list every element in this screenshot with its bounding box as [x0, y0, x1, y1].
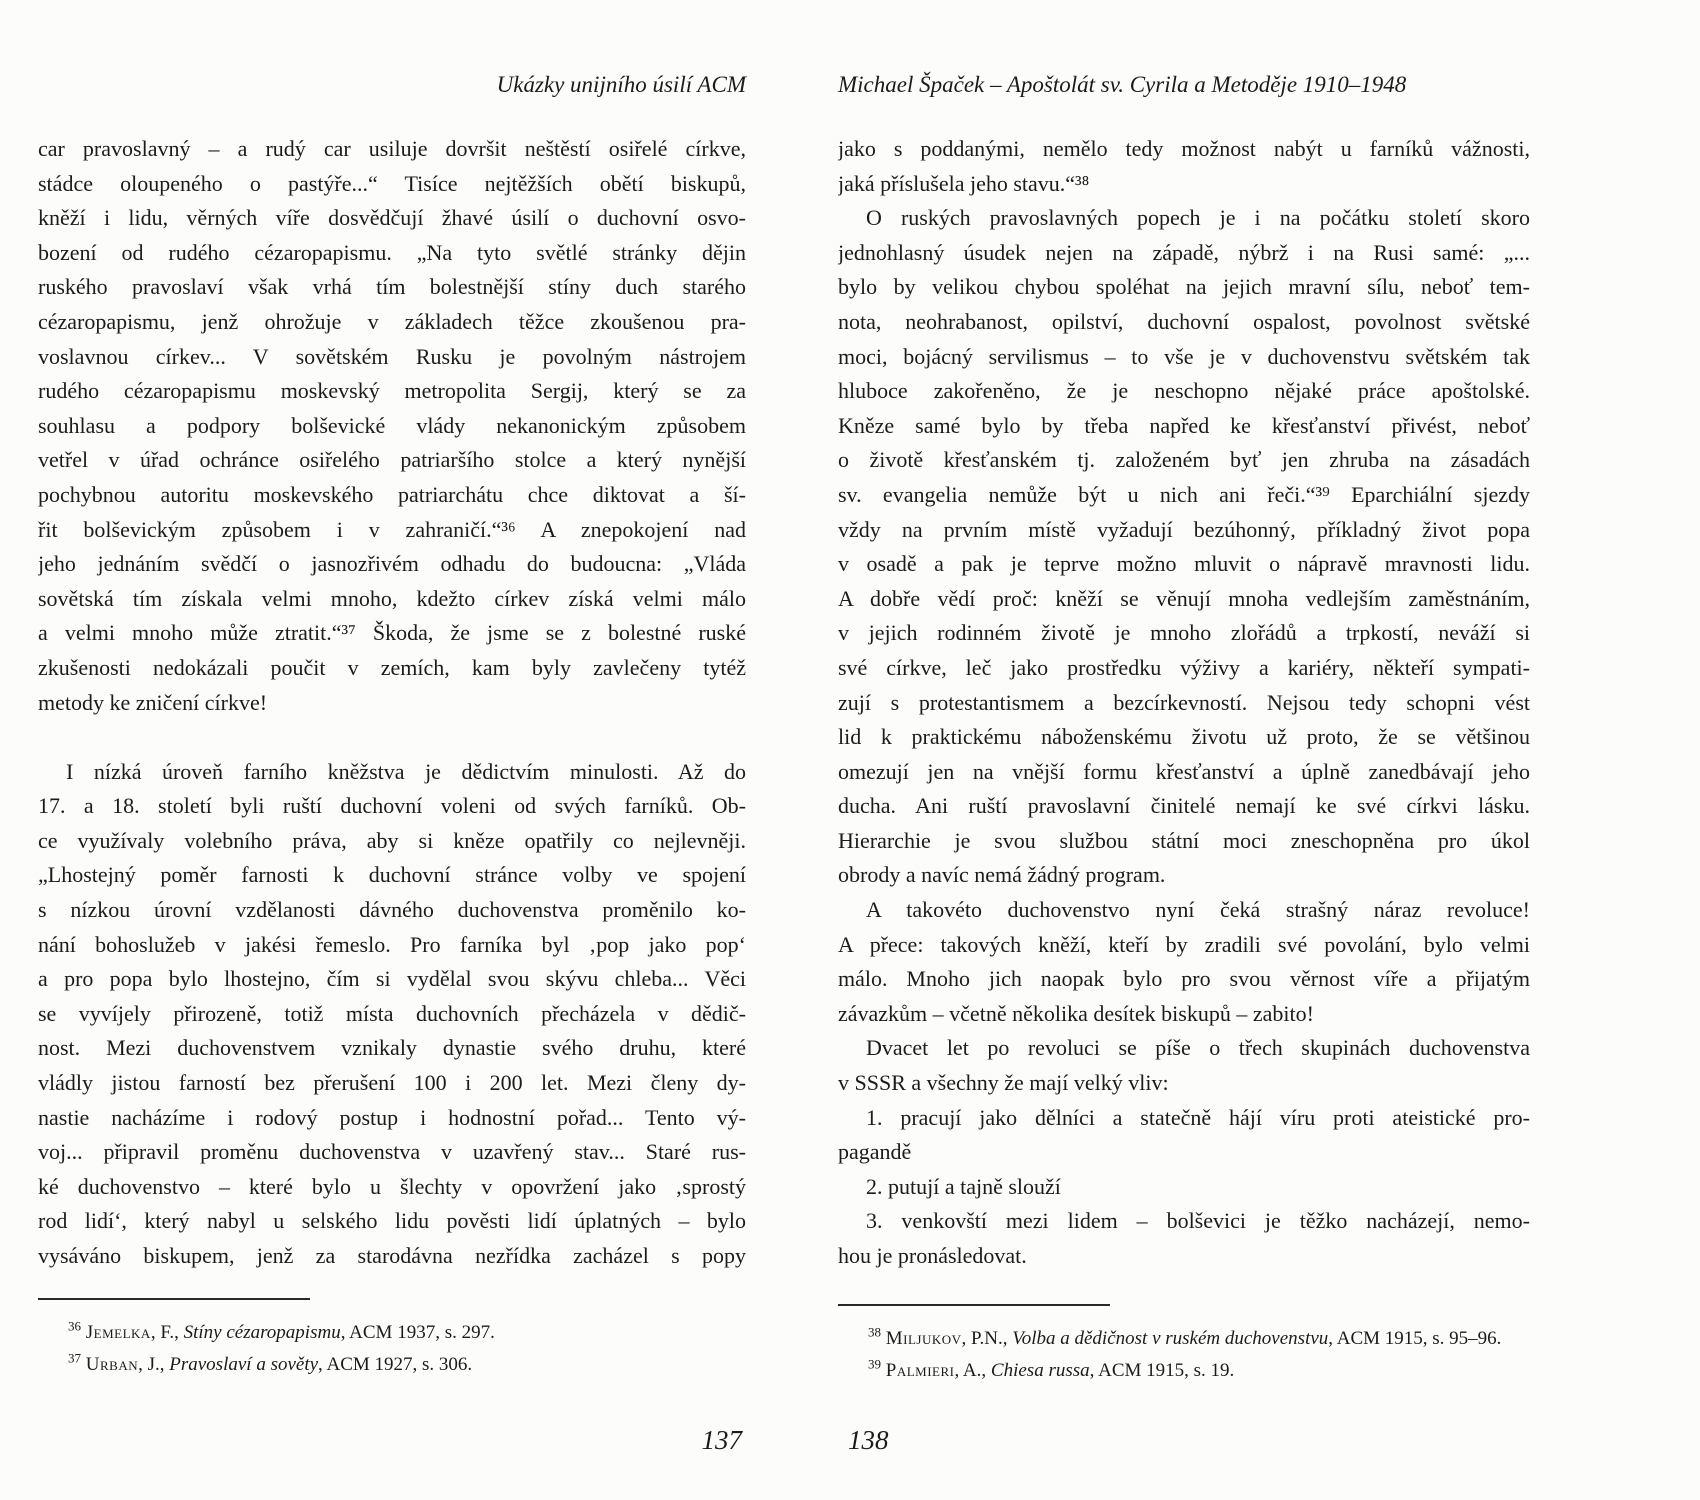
- footnote-author-initials: , P.N.,: [961, 1328, 1013, 1349]
- footnote-title: Volba a dědičnost v ruském duchovenstvu: [1012, 1328, 1329, 1349]
- paragraph: [838, 1170, 1530, 1205]
- text-line: v osadě a pak je teprve možno mluvit o nápravě mravnosti lidu.: [838, 551, 1530, 577]
- footnote-rule: [838, 1304, 1110, 1306]
- footnote-block-left: [38, 1298, 746, 1380]
- text-line: a velmi mnoho může ztratit.“³⁷ Škoda, že jsme se z bolestné ruské: [38, 620, 746, 646]
- text-line: voslavnou církev... V sovětském Rusku je povolným nástrojem: [38, 343, 746, 369]
- footnote-marker: 37: [68, 1350, 81, 1366]
- text-line: své církve, leč jako prostředku výživy a kariéry, někteří sympati-: [838, 654, 1530, 680]
- footnote-citation: , ACM 1937, s. 297.: [340, 1322, 495, 1343]
- paragraph: [838, 1101, 1530, 1170]
- text-line: rudého cézaropapismu moskevský metropolita Sergij, který se za: [38, 378, 746, 404]
- paragraph: [38, 132, 746, 720]
- footnote-author-initials: , J.,: [138, 1353, 170, 1375]
- text-line: souhlasu a podpory bolševické vlády nekanonickým způsobem: [38, 412, 746, 438]
- text-line: ducha. Ani ruští pravoslavní činitelé nemají ke své církvi lásku.: [838, 793, 1530, 819]
- footnote-marker: 38: [868, 1324, 881, 1340]
- page-number-left: 137: [701, 1425, 742, 1455]
- text-line: pagandě: [838, 1139, 912, 1165]
- text-line: voj... připravil proměnu duchovenstva v uzavřený stav... Staré rus-: [38, 1139, 746, 1165]
- text-line: „Lhostejný poměr farnosti k duchovní stránce volby ve spojení: [38, 862, 746, 888]
- text-line: hluboce zakořeněno, že je neschopno nějaké práce apoštolské.: [838, 378, 1530, 404]
- text-line: A dobře vědí proč: kněží se věnují mnoha vedlejším zaměstnáním,: [838, 585, 1530, 611]
- text-line: obrody a navíc nemá žádný program.: [838, 862, 1166, 888]
- text-line: 3. venkovští mezi lidem – bolševici je těžko nacházejí, nemo-: [866, 1208, 1530, 1234]
- text-line: vždy na prvním místě vyžadují bezúhonný, příkladný život popa: [838, 516, 1530, 542]
- footnote-citation: , ACM 1915, s. 95–96.: [1328, 1328, 1502, 1349]
- text-line: A přece: takových kněží, kteří by zradili své povolání, bylo velmi: [838, 931, 1530, 957]
- text-line: jako s poddanými, nemělo tedy možnost nabýt u farníků vážnosti,: [838, 136, 1530, 161]
- footnote: [38, 1349, 746, 1381]
- text-line: s nízkou úrovní vzdělanosti dávného duchovenstva proměnilo ko-: [38, 897, 746, 923]
- footnote-author: Palmieri: [885, 1359, 955, 1381]
- text-line: závazkům – včetně několika desítek biskupů – zabito!: [838, 1000, 1314, 1026]
- text-line: Dvacet let po revoluci se píše o třech skupinách duchovenstva: [866, 1035, 1530, 1061]
- text-line: a pro popa bylo lhostejno, čím si vydělal svou skývu chleba... Věci: [38, 966, 746, 992]
- page-body-left: [38, 132, 746, 1274]
- text-line: se vyvíjely přirozeně, totiž místa duchovních přecházela v dědič-: [38, 1000, 746, 1026]
- text-line: rod lidí‘, který nabyl u selského lidu pověsti lidí úplatných – bylo: [38, 1208, 746, 1234]
- footnote-title: Chiesa russa: [990, 1359, 1090, 1381]
- text-line: jaká příslušela jeho stavu.“³⁸: [838, 170, 1090, 196]
- paragraph: [38, 755, 746, 1274]
- footnote-rule: [38, 1298, 310, 1300]
- text-line: v jejich rodinném životě je mnoho zlořádů a trpkostí, neváží si: [838, 620, 1530, 646]
- text-line: ce využívaly volebního práva, aby si kněze opatřily co nejlevněji.: [38, 827, 746, 853]
- text-line: Kněze samé bylo by třeba napřed ke křesťanství přivést, neboť: [838, 412, 1530, 438]
- text-line: pochybnou autoritu moskevského patriarchátu chce diktovat a ší-: [38, 481, 746, 507]
- text-line: sovětská tím získala velmi mnoho, kdežto církev získá velmi málo: [38, 585, 746, 611]
- text-line: Hierarchie je svou službou státní moci zneschopněna pro úkol: [838, 827, 1530, 853]
- text-line: A takovéto duchovenstvo nyní čeká strašný náraz revoluce!: [866, 897, 1530, 923]
- paragraph: [838, 132, 1530, 201]
- text-line: hou je pronásledovat.: [838, 1243, 1027, 1268]
- paragraph: [838, 1031, 1530, 1100]
- page-body-right: [838, 132, 1530, 1274]
- text-line: ké duchovenstvo – které bylo u šlechty v opovržení jako ‚sprostý: [38, 1173, 746, 1199]
- paragraph: [838, 201, 1530, 893]
- text-line: 1. pracují jako dělníci a statečně hájí víru proti ateistické pro-: [866, 1104, 1530, 1130]
- text-line: jednohlasný úsudek nejen na západě, nýbrž i na Rusi samé: „...: [838, 239, 1530, 265]
- footnote-author: Miljukov: [885, 1328, 962, 1349]
- footnote: [38, 1317, 746, 1349]
- text-line: 2. putují a tajně slouží: [866, 1173, 1061, 1199]
- text-line: nota, neohrabanost, opilství, duchovní ospalost, povolnost světské: [838, 308, 1530, 334]
- text-line: metody ke zničení církve!: [38, 689, 268, 715]
- text-line: vládly jistou farností bez přerušení 100 i 200 let. Mezi členy dy-: [38, 1070, 746, 1096]
- text-line: nost. Mezi duchovenstvem vznikaly dynastie svého druhu, které: [38, 1035, 746, 1061]
- text-line: omezují jen na vnější formu křesťanství a úplně zanedbávají jeho: [838, 758, 1530, 784]
- footnote-author-initials: , F.,: [150, 1322, 184, 1343]
- text-line: bylo by velikou chybou spoléhat na jejich mravní sílu, neboť tem-: [838, 274, 1530, 300]
- text-line: I nízká úroveň farního kněžstva je dědictvím minulosti. Až do: [66, 758, 746, 784]
- text-line: ruského pravoslaví však vrhá tím bolestnější stíny duch starého: [38, 274, 746, 300]
- text-line: vysáváno biskupem, jenž za starodávna nezřídka zacházel s popy: [38, 1243, 746, 1268]
- text-line: 17. a 18. století byli ruští duchovní voleni od svých farníků. Ob-: [38, 793, 746, 819]
- footnote-author: Jemelka: [85, 1322, 151, 1343]
- text-line: lid k praktickému náboženskému životu už proto, že se většinou: [838, 724, 1530, 750]
- text-line: stádce oloupeného o pastýře...“ Tisíce nejtěžších obětí biskupů,: [38, 170, 746, 196]
- footnote-title: Stíny cézaropapismu: [183, 1322, 341, 1343]
- text-line: o životě křesťanském tj. založeném byť jen zhruba na zásadách: [838, 447, 1530, 473]
- text-line: nání bohoslužeb v jakési řemeslo. Pro farníka byl ‚pop jako pop‘: [38, 931, 746, 957]
- footnote-author: Urban: [85, 1353, 139, 1375]
- text-line: nastie nacházíme i rodový postup i hodnostní pořad... Tento vý-: [38, 1104, 746, 1130]
- text-line: cézaropapismu, jenž ohrožuje v základech těžce zkoušenou pra-: [38, 308, 746, 334]
- page-left: [38, 0, 746, 1500]
- footnote-citation: , ACM 1915, s. 19.: [1089, 1359, 1235, 1381]
- text-line: jeho jednáním svědčí o jasnozřivém odhadu do budoucna: „Vláda: [38, 551, 746, 577]
- running-header-left: Ukázky unijního úsilí ACM: [496, 72, 746, 97]
- text-line: bození od rudého cézaropapismu. „Na tyto světlé stránky dějin: [38, 239, 746, 265]
- text-line: v SSSR a všechny že mají velký vliv:: [838, 1070, 1169, 1096]
- paragraph: [838, 893, 1530, 1031]
- running-header-right: Michael Špaček – Apoštolát sv. Cyrila a Metoděje 1910–1948: [838, 72, 1407, 97]
- footnote-block-right: [838, 1304, 1530, 1386]
- footnote: [838, 1323, 1530, 1355]
- footnote-list: [38, 1317, 746, 1380]
- text-line: moci, bojácný servilismus – to vše je v duchovenstvu světském tak: [838, 343, 1530, 369]
- text-line: car pravoslavný – a rudý car usiluje dovršit neštěstí osiřelé církve,: [38, 136, 746, 161]
- footnote-title: Pravoslaví a sověty: [169, 1353, 319, 1375]
- text-line: zují s protestantismem a bezcírkevností. Nejsou tedy schopni vést: [838, 689, 1530, 715]
- footnote-citation: , ACM 1927, s. 306.: [318, 1353, 473, 1375]
- page-right: [838, 0, 1530, 1500]
- text-line: O ruských pravoslavných popech je i na počátku století skoro: [866, 205, 1530, 231]
- text-line: málo. Mnoho jich naopak bylo pro svou věrnost víře a přijatým: [838, 966, 1530, 992]
- footnote-author-initials: , A.,: [954, 1359, 991, 1381]
- footnote-marker: 39: [868, 1356, 881, 1372]
- footnote-marker: 36: [68, 1318, 81, 1334]
- paragraph: [838, 1204, 1530, 1273]
- text-line: kněží i lidu, věrných víře dosvědčují žhavé úsilí o duchovní osvo-: [38, 205, 746, 231]
- text-line: vetřel v úřad ochránce osiřelého patriaršího stolce a který nynější: [38, 447, 746, 473]
- text-line: řit bolševickým způsobem i v zahraničí.“³⁶ A znepokojení nad: [38, 516, 746, 542]
- footnote: [838, 1355, 1530, 1387]
- footnote-list: [838, 1323, 1530, 1386]
- page-number-right: 138: [848, 1425, 889, 1455]
- text-line: zkušenosti nedokázali poučit v zemích, kam byly zavlečeny tytéž: [38, 654, 746, 680]
- text-line: sv. evangelia nemůže být u nich ani řeči.“³⁹ Eparchiální sjezdy: [838, 481, 1530, 507]
